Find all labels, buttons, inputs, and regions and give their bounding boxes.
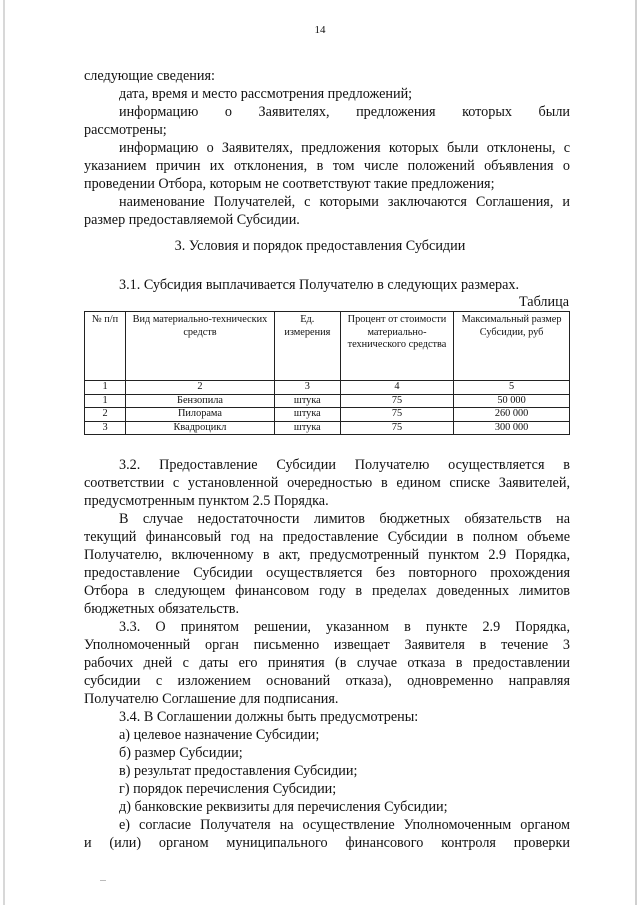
subsidy-table <box>84 311 570 435</box>
body-line: рабочих дней с даты его принятия (в случае отказа в предоставлении <box>84 655 570 671</box>
scan-mark <box>100 880 106 881</box>
table-cell: 75 <box>340 408 453 422</box>
table-row <box>85 421 570 435</box>
table-cell: 3 <box>85 421 126 435</box>
table-cell: 1 <box>85 381 126 395</box>
body-line: Получателю Соглашение для подписания. <box>84 691 339 707</box>
list-item: д) банковские реквизиты для перечисления Субсидии; <box>119 799 448 815</box>
header-equipment-type: Вид материально-технических средств <box>126 312 275 381</box>
body-line: предусмотренным пунктом 2.5 Порядка. <box>84 493 329 509</box>
table-row <box>85 394 570 408</box>
intro-line: проведении Отбора, которым не соответствуют такие предложения; <box>84 176 495 192</box>
body-line: соответствии с установленной очередностью в едином списке Заявителей, <box>84 475 570 491</box>
list-item: г) порядок перечисления Субсидии; <box>119 781 337 797</box>
header-max-subsidy: Максимальный размер Субсидии, руб <box>454 312 570 381</box>
intro-line: следующие сведения: <box>84 68 215 84</box>
table-cell: 5 <box>454 381 570 395</box>
table-cell: Бензопила <box>126 394 275 408</box>
body-line: субсидии с изложением оснований отказа), одновременно направляя <box>84 673 570 689</box>
table-header-row <box>85 312 570 381</box>
body-line: и (или) органом муниципального финансового контроля проверки <box>84 835 570 851</box>
table-cell: 75 <box>340 421 453 435</box>
table-cell: 1 <box>85 394 126 408</box>
table-cell: 50 000 <box>454 394 570 408</box>
table-cell: 4 <box>340 381 453 395</box>
intro-line: размер предоставляемой Субсидии. <box>84 212 300 228</box>
list-item: а) целевое назначение Субсидии; <box>119 727 320 743</box>
section-heading: 3. Условия и порядок предоставления Субсидии <box>174 238 466 254</box>
table-cell: Квадроцикл <box>126 421 275 435</box>
table-cell: штука <box>274 394 340 408</box>
scan-edge-right <box>635 0 637 905</box>
list-item: в) результат предоставления Субсидии; <box>119 763 358 779</box>
table-row <box>85 408 570 422</box>
table-caption: Таблица <box>518 294 569 310</box>
table-cell: штука <box>274 408 340 422</box>
intro-line: рассмотрены; <box>84 122 167 138</box>
body-line: Получателю, включенному в акт, предусмотренный пунктом 2.9 Порядка, <box>84 547 570 563</box>
list-item: е) согласие Получателя на осуществление Уполномоченным органом <box>119 817 570 833</box>
body-line: 3.2. Предоставление Субсидии Получателю осуществляется в <box>119 457 570 473</box>
scan-edge-left <box>3 0 5 905</box>
header-percent: Процент от стоимости материально-технического средства <box>340 312 453 381</box>
intro-line: информацию о Заявителях, предложения которых были <box>119 104 570 120</box>
body-line: 3.4. В Соглашении должны быть предусмотрены: <box>119 709 419 725</box>
body-line: текущий финансовый год на предоставление Субсидии в полном объеме <box>84 529 570 545</box>
body-line: предоставление Субсидии осуществляется без повторного прохождения <box>84 565 570 581</box>
intro-line: информацию о Заявителях, предложения которых были отклонены, с <box>119 140 570 156</box>
table-cell: Пилорама <box>126 408 275 422</box>
header-number: № п/п <box>85 312 126 381</box>
table-cell: 260 000 <box>454 408 570 422</box>
body-line: Уполномоченный орган письменно извещает Заявителя в течение 3 <box>84 637 570 653</box>
intro-line: наименование Получателей, с которыми заключаются Соглашения, и <box>119 194 570 210</box>
paragraph-3-1: 3.1. Субсидия выплачивается Получателю в следующих размерах. <box>119 277 520 293</box>
table-cell: 75 <box>340 394 453 408</box>
body-line: Отбора в следующем финансовом году в пределах доведенных лимитов <box>84 583 570 599</box>
table-index-row <box>85 381 570 395</box>
table-cell: 3 <box>274 381 340 395</box>
table-cell: 2 <box>85 408 126 422</box>
intro-line: указанием причин их отклонения, в том числе положений объявления о <box>84 158 570 174</box>
intro-line: дата, время и место рассмотрения предложений; <box>119 86 413 102</box>
header-unit: Ед. измерения <box>274 312 340 381</box>
list-item: б) размер Субсидии; <box>119 745 243 761</box>
page-number: 14 <box>314 24 326 36</box>
body-line: бюджетных обязательств. <box>84 601 240 617</box>
table-cell: 2 <box>126 381 275 395</box>
table-cell: штука <box>274 421 340 435</box>
body-line: В случае недостаточности лимитов бюджетных обязательств на <box>119 511 570 527</box>
table-cell: 300 000 <box>454 421 570 435</box>
body-line: 3.3. О принятом решении, указанном в пункте 2.9 Порядка, <box>119 619 570 635</box>
